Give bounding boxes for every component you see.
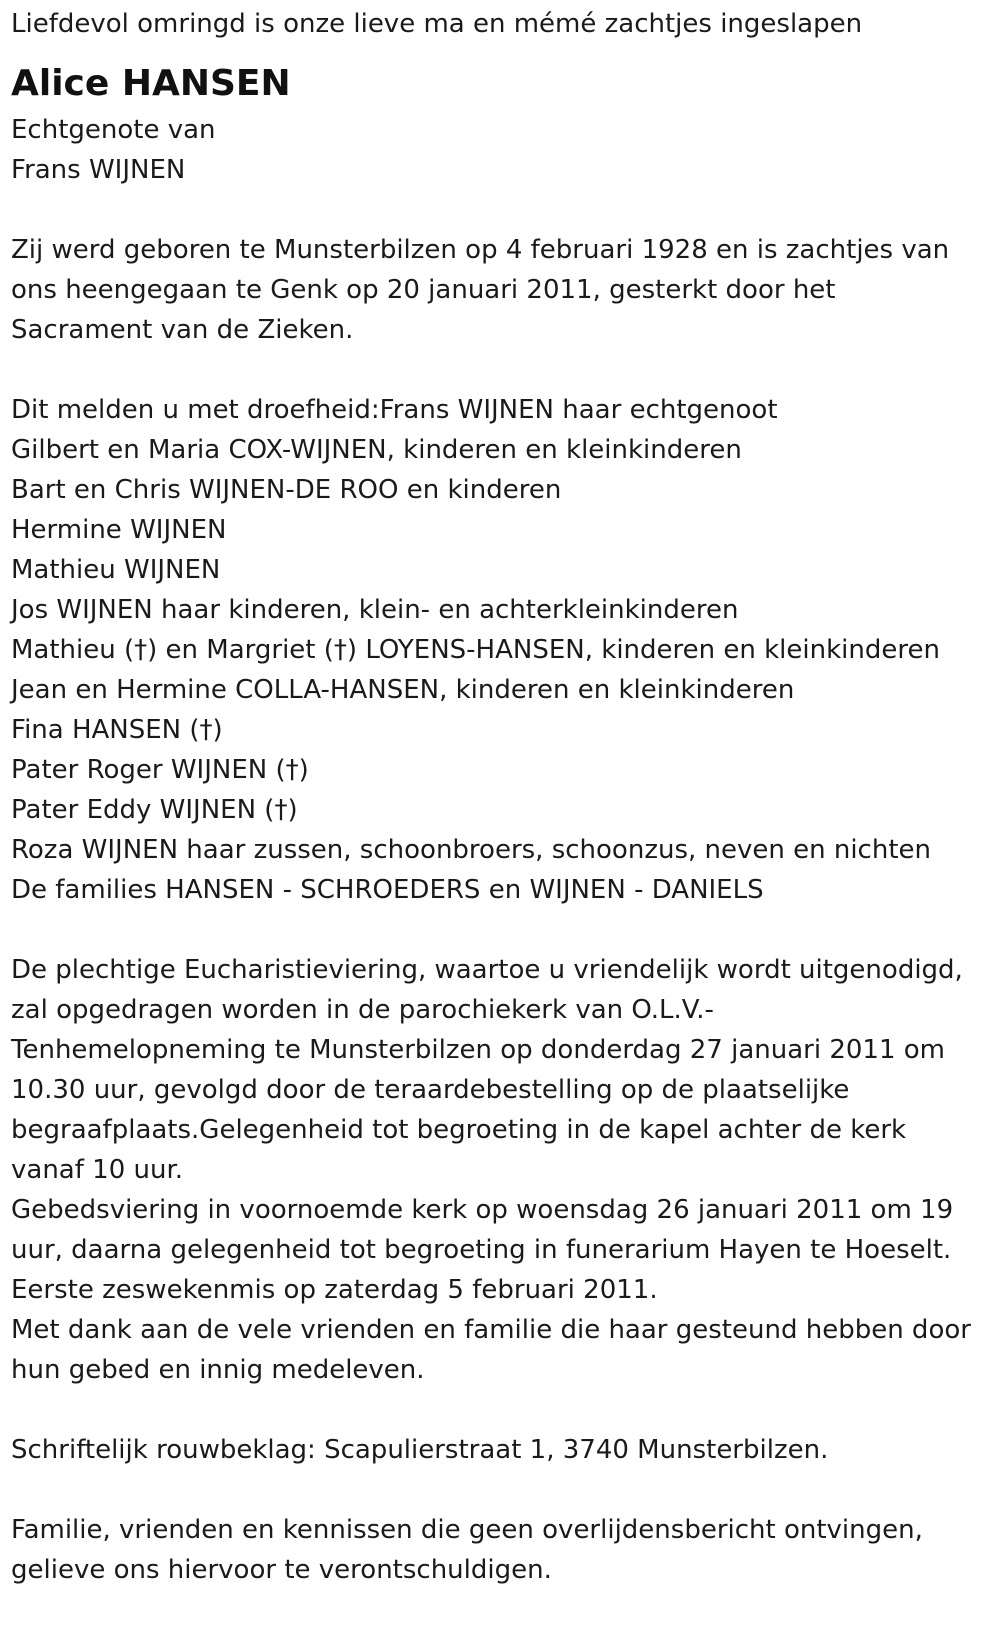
text-line: Familie, vrienden en kennissen die geen overlijdensbericht ontvingen, <box>11 1515 923 1545</box>
family-line: Jos WIJNEN haar kinderen, klein- en achterkleinkinderen <box>11 595 739 625</box>
family-line: Mathieu WIJNEN <box>11 555 221 585</box>
text-line: ons heengegaan te Genk op 20 januari 2011, gesterkt door het <box>11 275 836 305</box>
text-line: begraafplaats.Gelegenheid tot begroeting in de kapel achter de kerk <box>11 1115 907 1145</box>
family-list <box>11 390 992 910</box>
text-line: Tenhemelopneming te Munsterbilzen op donderdag 27 januari 2011 om <box>11 1035 945 1065</box>
spouse-line: Echtgenote van <box>11 115 216 145</box>
family-line: Gilbert en Maria COX-WIJNEN, kinderen en kleinkinderen <box>11 435 742 465</box>
text-line: Zij werd geboren te Munsterbilzen op 4 februari 1928 en is zachtjes van <box>11 235 950 265</box>
condolence-paragraph <box>11 1430 992 1470</box>
family-line: Roza WIJNEN haar zussen, schoonbroers, schoonzus, neven en nichten <box>11 835 932 865</box>
text-line: Met dank aan de vele vrienden en familie die haar gesteund hebben door <box>11 1315 971 1345</box>
birth-paragraph <box>11 230 992 350</box>
spouse-block <box>11 110 992 190</box>
text-line: uur, daarna gelegenheid tot begroeting in funerarium Hayen te Hoeselt. <box>11 1235 952 1265</box>
text-line: Eerste zeswekenmis op zaterdag 5 februari 2011. <box>11 1275 658 1305</box>
condolence-address: Schriftelijk rouwbeklag: Scapulierstraat 1, 3740 Munsterbilzen. <box>11 1435 829 1465</box>
family-line: De families HANSEN - SCHROEDERS en WIJNEN - DANIELS <box>11 875 764 905</box>
family-line: Dit melden u met droefheid:Frans WIJNEN haar echtgenoot <box>11 395 778 425</box>
text-line: Sacrament van de Zieken. <box>11 315 354 345</box>
family-line: Fina HANSEN (†) <box>11 715 223 745</box>
text-line: hun gebed en innig medeleven. <box>11 1355 425 1385</box>
intro-text: Liefdevol omringd is onze lieve ma en mémé zachtjes ingeslapen <box>11 9 863 39</box>
family-line: Jean en Hermine COLLA-HANSEN, kinderen en kleinkinderen <box>11 675 795 705</box>
family-line: Mathieu (†) en Margriet (†) LOYENS-HANSEN, kinderen en kleinkinderen <box>11 635 940 665</box>
text-line: Gebedsviering in voornoemde kerk op woensdag 26 januari 2011 om 19 <box>11 1195 954 1225</box>
text-line: vanaf 10 uur. <box>11 1155 184 1185</box>
closing-paragraph <box>11 1510 992 1590</box>
spouse-line: Frans WIJNEN <box>11 155 186 185</box>
family-line: Pater Eddy WIJNEN (†) <box>11 795 298 825</box>
ceremony-paragraph <box>11 950 992 1390</box>
text-line: gelieve ons hiervoor te verontschuldigen. <box>11 1555 552 1585</box>
text-line: De plechtige Eucharistieviering, waartoe u vriendelijk wordt uitgenodigd, <box>11 955 963 985</box>
deceased-name: Alice HANSEN <box>11 63 291 104</box>
family-line: Pater Roger WIJNEN (†) <box>11 755 309 785</box>
family-line: Hermine WIJNEN <box>11 515 227 545</box>
text-line: zal opgedragen worden in de parochiekerk van O.L.V.- <box>11 995 714 1025</box>
text-line: 10.30 uur, gevolgd door de teraardebestelling op de plaatselijke <box>11 1075 850 1105</box>
family-line: Bart en Chris WIJNEN-DE ROO en kinderen <box>11 475 562 505</box>
